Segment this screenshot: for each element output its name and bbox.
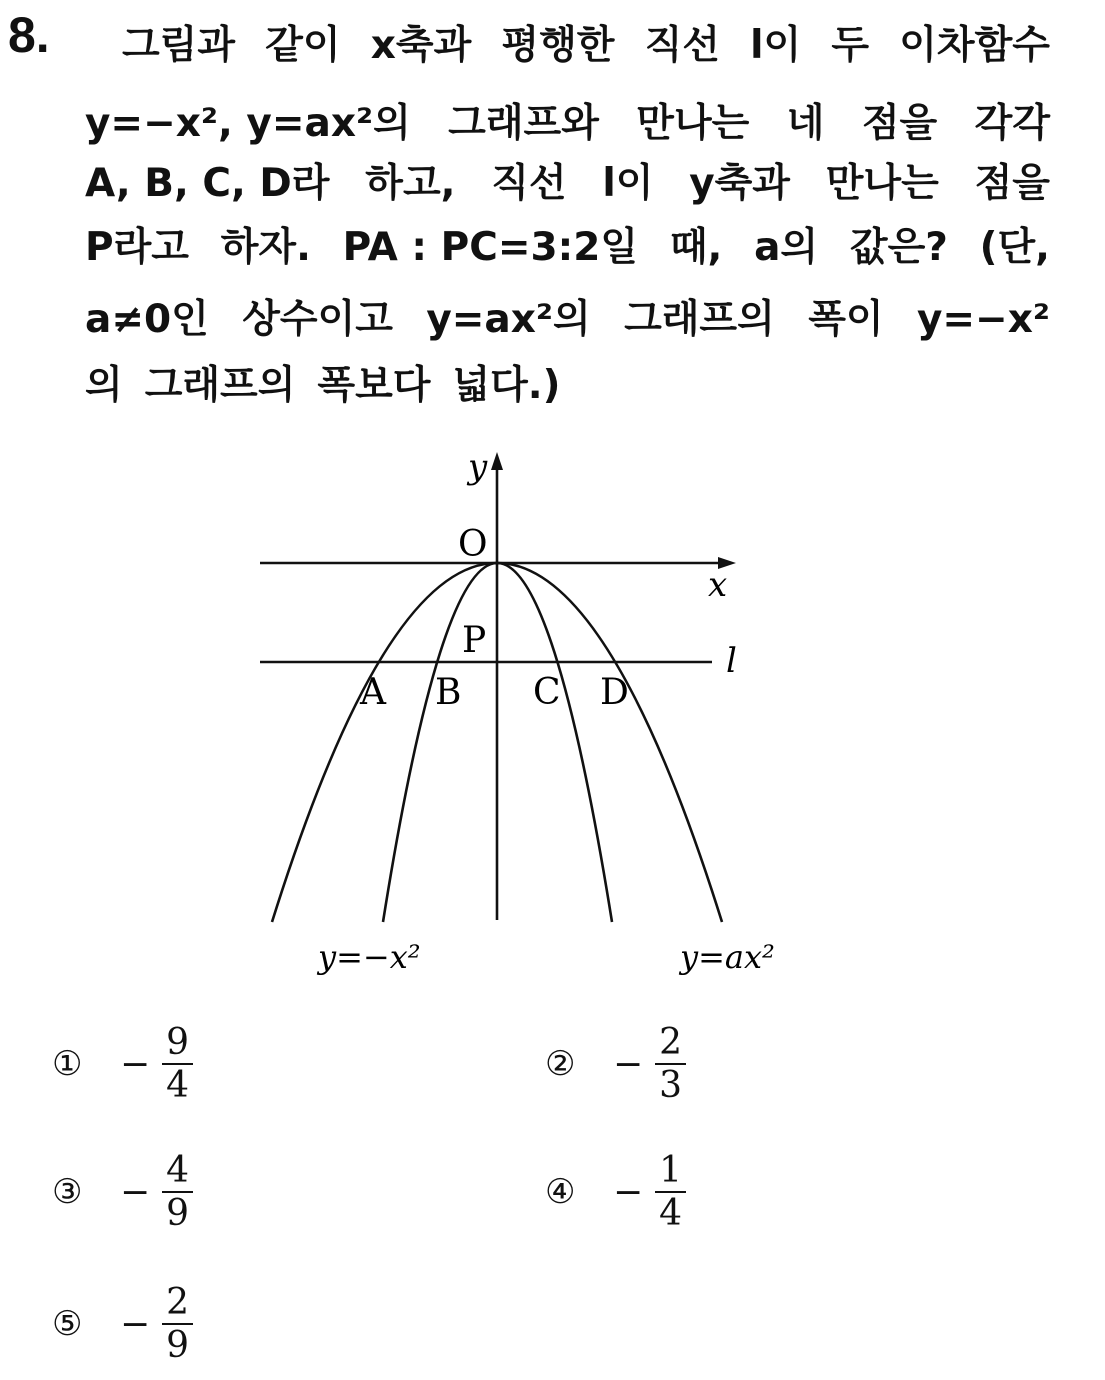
word: 네 [786, 101, 825, 146]
word: 직선 [644, 23, 720, 68]
word: 평행한 [501, 23, 615, 68]
choice-marker: ⑤ [52, 1304, 83, 1345]
y-axis-arrow-icon [491, 452, 503, 470]
choice-sign: − [613, 1043, 644, 1085]
word: l이 [750, 23, 802, 68]
choice-marker: ③ [52, 1172, 83, 1213]
choice-sign: − [120, 1171, 151, 1213]
choice-5[interactable] [52, 1282, 193, 1367]
word: (단, [979, 225, 1050, 270]
word: 직선 [491, 161, 567, 206]
numerator: 4 [162, 1150, 193, 1193]
word: 각각 [974, 101, 1050, 146]
choice-2[interactable] [545, 1022, 686, 1107]
denominator: 4 [659, 1193, 683, 1235]
word: 폭보다 [317, 363, 431, 408]
word: 하고, [365, 161, 456, 206]
word: 넓다.) [452, 363, 561, 408]
curve-label-narrow: y=−x² [318, 938, 421, 976]
origin-label: O [458, 524, 488, 565]
choice-sign: − [120, 1303, 151, 1345]
word: A, B, C, D라 [85, 161, 330, 206]
word: y=−x², y=ax²의 [85, 101, 411, 146]
word: y=−x² [916, 297, 1050, 342]
word: a≠0인 [85, 297, 209, 342]
choice-fraction [655, 1022, 686, 1107]
x-axis-label: x [708, 565, 728, 605]
word: PA : PC=3:2일 [342, 225, 639, 270]
word: 폭이 [808, 297, 884, 342]
word: 두 [831, 23, 870, 68]
word: 이차함수 [899, 23, 1050, 68]
word: 값은? [849, 225, 948, 270]
word: 하자. [220, 225, 311, 270]
point-c-label: C [533, 672, 561, 713]
choice-sign: − [613, 1171, 644, 1213]
y-axis-label: y [468, 447, 488, 487]
word: 점을 [974, 161, 1050, 206]
point-d-label: D [600, 672, 629, 713]
denominator: 4 [166, 1065, 190, 1107]
word: x축과 [370, 23, 472, 68]
word: 만나는 [825, 161, 939, 206]
point-p-label: P [462, 620, 487, 661]
choice-marker: ② [545, 1044, 576, 1085]
word: 그림과 [122, 23, 236, 68]
choice-4[interactable] [545, 1150, 686, 1235]
word: 의 [85, 363, 123, 408]
choice-marker: ④ [545, 1172, 576, 1213]
denominator: 9 [166, 1193, 190, 1235]
choice-3[interactable] [52, 1150, 193, 1235]
question-number: 8. [8, 7, 50, 63]
denominator: 9 [166, 1325, 190, 1367]
point-a-label: A [360, 672, 386, 713]
numerator: 2 [162, 1282, 193, 1325]
word: y=ax²의 [426, 297, 591, 342]
word: a의 [754, 225, 819, 270]
curve-label-wide: y=ax² [680, 938, 775, 976]
numerator: 2 [655, 1022, 686, 1065]
choice-fraction [162, 1150, 193, 1235]
word: y축과 [689, 161, 790, 206]
word: 상수이고 [242, 297, 393, 342]
choice-sign: − [120, 1043, 151, 1085]
word: 같이 [265, 23, 341, 68]
choice-1[interactable] [52, 1022, 193, 1107]
line-l-label: l [726, 641, 737, 681]
numerator: 1 [655, 1150, 686, 1193]
word: P라고 [85, 225, 189, 270]
choice-fraction [162, 1022, 193, 1107]
word: 그래프의 [144, 363, 296, 408]
choice-fraction [655, 1150, 686, 1235]
numerator: 9 [162, 1022, 193, 1065]
word: 때, [669, 225, 723, 270]
word: l이 [602, 161, 654, 206]
word: 만나는 [636, 101, 750, 146]
choice-marker: ① [52, 1044, 83, 1085]
denominator: 3 [659, 1065, 683, 1107]
choice-fraction [162, 1282, 193, 1367]
word: 그래프와 [448, 101, 599, 146]
word: 점을 [861, 101, 938, 146]
word: 그래프의 [624, 297, 775, 342]
point-b-label: B [435, 672, 462, 713]
